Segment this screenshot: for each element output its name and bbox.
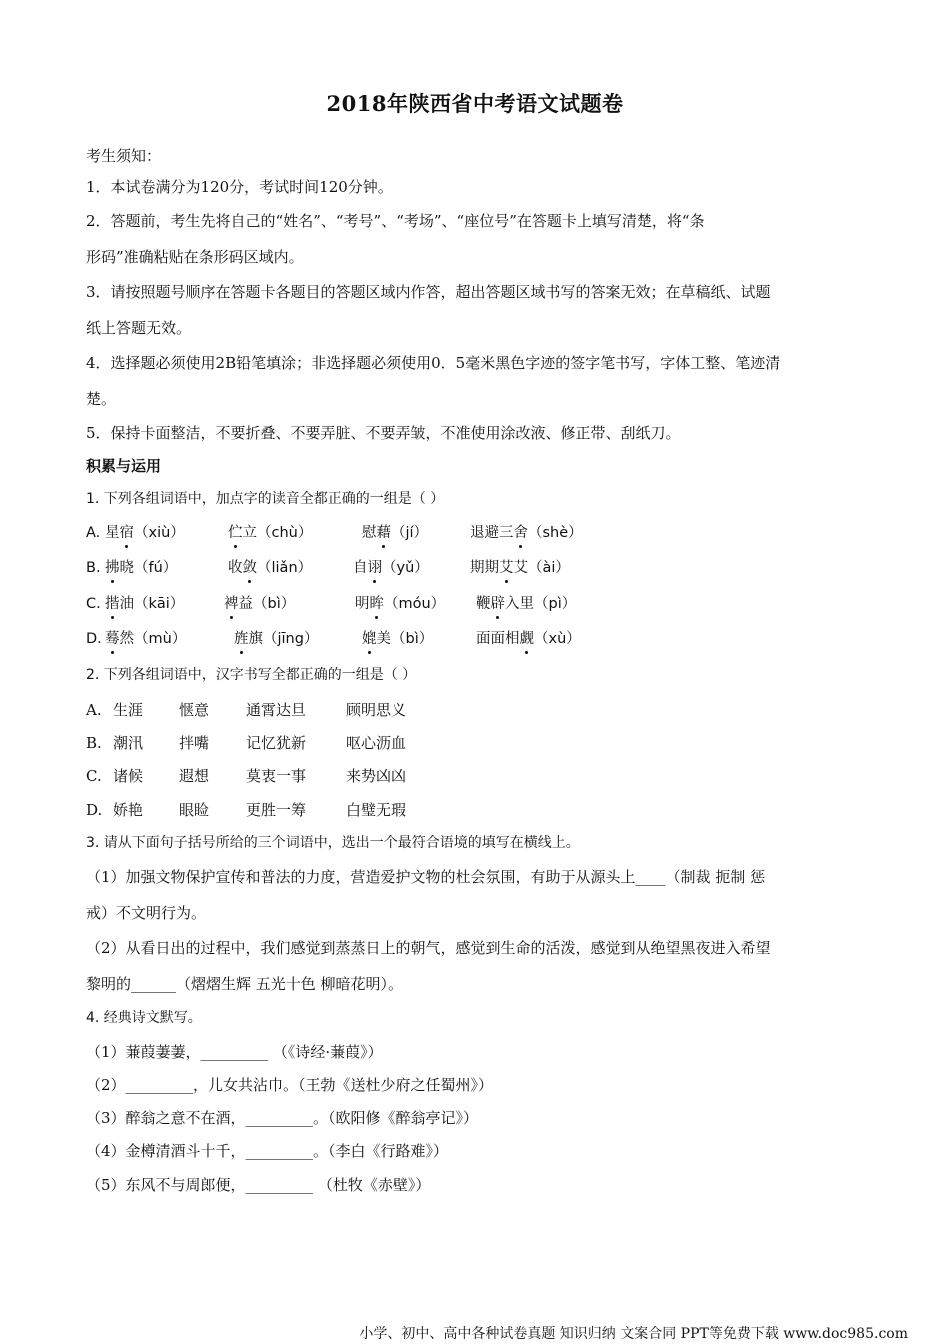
word-item: 明眸（móu） <box>355 596 446 612</box>
dotted-char: 觑 <box>519 631 534 647</box>
word: 惬意 <box>179 701 210 719</box>
word-item: 鞭辟入里（pì） <box>476 596 577 612</box>
notice-item: 纸上答题无效。 <box>86 319 192 337</box>
word-item: 面面相觑（xù） <box>476 631 581 647</box>
word: 记忆犹新 <box>246 734 307 752</box>
word: 娇艳 <box>113 801 144 819</box>
q2-option-c <box>86 766 586 786</box>
dotted-char: 艾 <box>499 560 514 576</box>
option-label: A. <box>86 701 102 719</box>
q2-option-d <box>86 800 586 820</box>
q4-line: （4）金樽清酒斗十千，_________。（李白《行路难》） <box>86 1142 449 1160</box>
word-item: 退避三舍（shè） <box>470 525 583 541</box>
dotted-char: 揩 <box>105 596 120 612</box>
notice-heading: 考生须知： <box>86 147 162 165</box>
option-label: B. <box>86 560 101 576</box>
word-item: 慰藉（jí） <box>362 525 429 541</box>
page-title: 2018年陕西省中考语文试题卷 <box>326 91 624 116</box>
q1-option-b <box>86 558 886 580</box>
word-item: 裨益（bì） <box>224 596 296 612</box>
dotted-char: 眸 <box>369 596 384 612</box>
word: 来势凶凶 <box>346 767 407 785</box>
question-3-stem: 3. 请从下面句子括号所给的三个词语中，选出一个最符合语境的填写在横线上。 <box>86 835 580 851</box>
word: 眼睑 <box>179 801 210 819</box>
word-item: 旌旗（jīng） <box>234 631 319 647</box>
q1-option-d <box>86 629 886 651</box>
word-item: 收敛（liǎn） <box>228 560 313 576</box>
word: 莫衷一事 <box>246 767 307 785</box>
dotted-char: 敛 <box>242 560 257 576</box>
option-label: D. <box>86 631 102 647</box>
question-2-stem: 2. 下列各组词语中，汉字书写全都正确的一组是（ ） <box>86 667 417 683</box>
dotted-char: 拂 <box>105 560 120 576</box>
option-label: D. <box>86 801 103 819</box>
option-label: A. <box>86 525 101 541</box>
dotted-char: 舍 <box>513 525 528 541</box>
option-label: C. <box>86 767 102 785</box>
dotted-char: 媲 <box>362 631 377 647</box>
word: 呕心沥血 <box>346 734 407 752</box>
dotted-char: 辟 <box>490 596 505 612</box>
word-item: 期期艾艾（ài） <box>470 560 570 576</box>
word: 生涯 <box>113 701 144 719</box>
notice-item: 1．本试卷满分为120分，考试时间120分钟。 <box>86 178 393 196</box>
q4-line: （5）东风不与周郎便，_________ （杜牧《赤壁》） <box>86 1176 431 1194</box>
word-item: 揩油（kāi） <box>105 596 185 612</box>
page-footer: 小学、初中、高中各种试卷真题 知识归纳 文案合同 PPT等免费下载 www.doc985.com <box>359 1326 908 1342</box>
dotted-char: 诩 <box>367 560 382 576</box>
word: 拌嘴 <box>179 734 210 752</box>
q3-line: （1）加强文物保护宣传和普法的力度，营造爱护文物的杜会氛围，有助于从源头上____（制裁 扼制 惩 <box>86 868 766 886</box>
word: 诸候 <box>113 767 144 785</box>
word-item: 星宿（xiù） <box>105 525 185 541</box>
q4-line: （3）醉翁之意不在酒，_________。（欧阳修《醉翁亭记》） <box>86 1109 479 1127</box>
notice-item: 2．答题前，考生先将自己的“姓名”、“考号”、“考场”、“座位号”在答题卡上填写清楚，将“条 <box>86 212 705 230</box>
notice-item: 3．请按照题号顺序在答题卡各题目的答题区域内作答，超出答题区域书写的答案无效；在草稿纸、试题 <box>86 283 771 301</box>
word-item: 媲美（bì） <box>362 631 434 647</box>
dotted-char: 伫 <box>228 525 243 541</box>
q4-line: （2）_________，儿女共沾巾。（王勃《送杜少府之任蜀州》） <box>86 1076 494 1094</box>
word: 遐想 <box>179 767 210 785</box>
q2-option-b <box>86 733 586 753</box>
notice-item: 形码”准确粘贴在条形码区域内。 <box>86 248 304 266</box>
q1-option-a <box>86 523 886 545</box>
word-item: 自诩（yǔ） <box>353 560 429 576</box>
dotted-char: 蓦 <box>105 631 120 647</box>
q3-line: （2）从看日出的过程中，我们感觉到蒸蒸日上的朝气，感觉到生命的活泼，感觉到从绝望黑夜进入希望 <box>86 939 771 957</box>
word: 更胜一筹 <box>246 801 307 819</box>
word: 通霄达旦 <box>246 701 307 719</box>
word: 白璧无瑕 <box>346 801 407 819</box>
dotted-char: 宿 <box>119 525 134 541</box>
section-title: 积累与运用 <box>86 457 162 475</box>
q2-option-a <box>86 700 586 720</box>
word-item: 蓦然（mù） <box>105 631 187 647</box>
notice-item: 4．选择题必须使用2B铅笔填涂；非选择题必须使用0．5毫米黑色字迹的签字笔书写，字体工整、笔迹清 <box>86 354 781 372</box>
q3-line: 黎明的______（熠熠生辉 五光十色 柳暗花明）。 <box>86 975 404 993</box>
notice-item: 楚。 <box>86 390 117 408</box>
dotted-char: 裨 <box>224 596 239 612</box>
dotted-char: 旌 <box>234 631 249 647</box>
question-1-stem: 1. 下列各组词语中，加点字的读音全都正确的一组是（ ） <box>86 491 445 507</box>
option-label: B. <box>86 734 102 752</box>
word: 顾明思义 <box>346 701 407 719</box>
question-4-stem: 4. 经典诗文默写。 <box>86 1010 202 1026</box>
word: 潮汛 <box>113 734 144 752</box>
q3-line: 戒）不文明行为。 <box>86 904 207 922</box>
q1-option-c <box>86 594 886 616</box>
option-label: C. <box>86 596 101 612</box>
notice-item: 5．保持卡面整洁，不要折叠、不要弄脏、不要弄皱，不准使用涂改液、修正带、刮纸刀。 <box>86 424 681 442</box>
dotted-char: 藉 <box>376 525 391 541</box>
word-item: 伫立（chù） <box>228 525 313 541</box>
word-item: 拂晓（fú） <box>105 560 178 576</box>
q4-line: （1）蒹葭萋萋，_________ （《诗经·蒹葭》） <box>86 1043 383 1061</box>
